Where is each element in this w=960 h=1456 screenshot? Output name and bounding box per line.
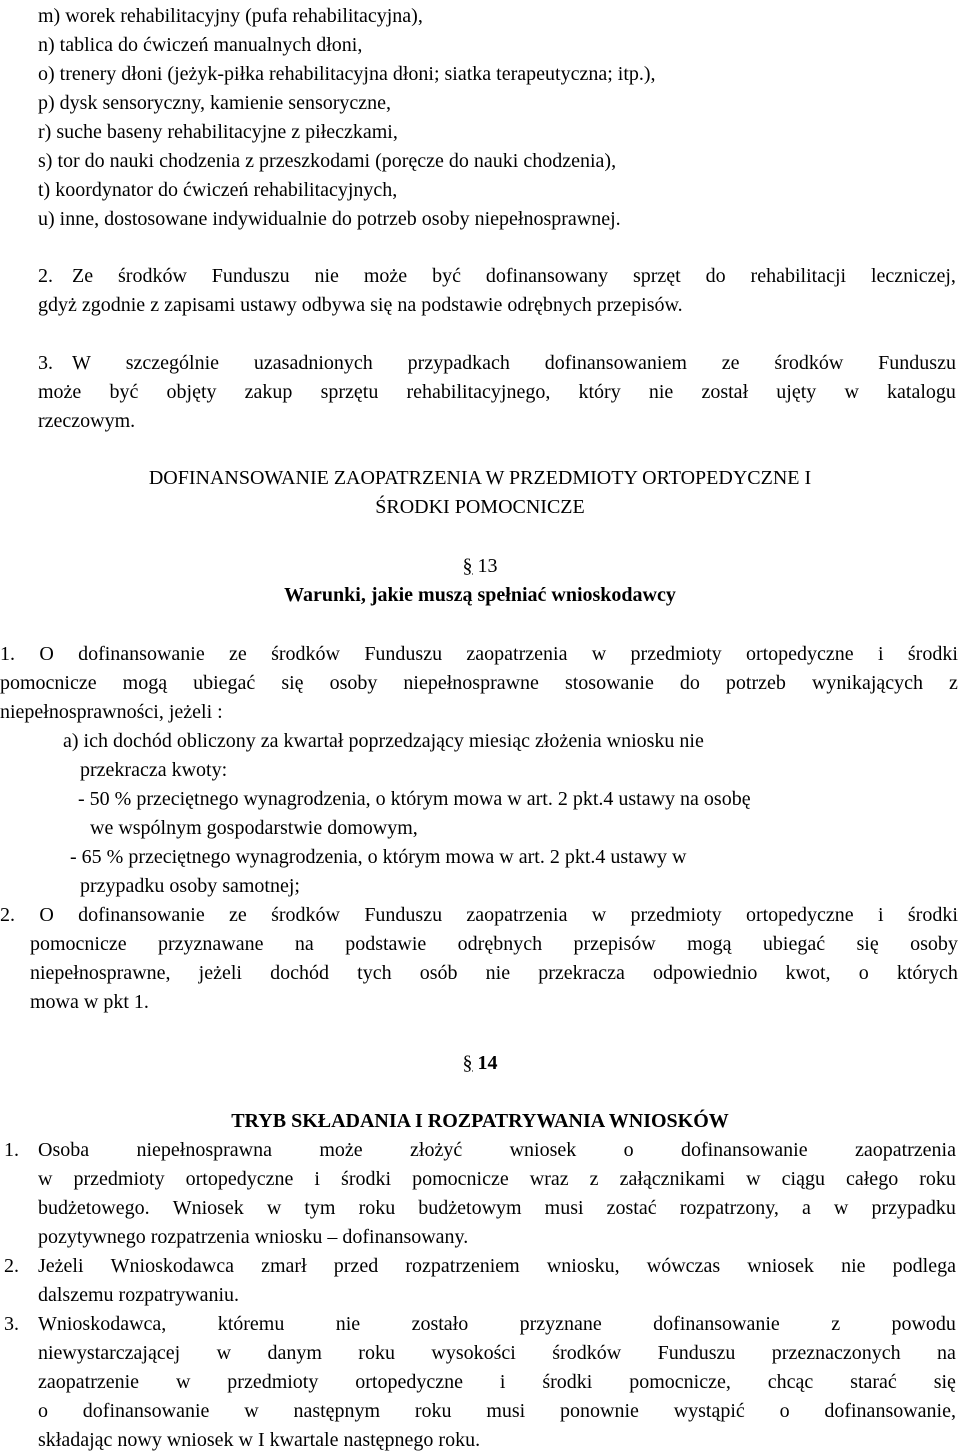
word: odrębnych: [457, 933, 543, 955]
word: ubiegać: [762, 933, 826, 955]
word: następnym: [293, 1400, 381, 1422]
word: pomocnicze: [30, 933, 127, 955]
word: 1.: [0, 643, 15, 665]
word: załącznikami: [619, 1168, 726, 1190]
word: mogą: [687, 933, 732, 955]
p14-item-2-line-2: dalszemu rozpatrywaniu.: [38, 1284, 240, 1306]
word: sprzętu: [320, 381, 379, 403]
section-heading-line-2: ŚRODKI POMOCNICZE: [375, 496, 585, 518]
p14-item-1-line-3: [38, 1194, 956, 1223]
p14-item-1-line-4: pozytywnego rozpatrzenia wniosku – dofinansowany.: [38, 1226, 469, 1248]
word: roku: [358, 1342, 395, 1364]
word: przedmioty: [630, 643, 722, 665]
word: kwot,: [785, 962, 831, 984]
word: Wnioskodawca,: [38, 1313, 167, 1335]
p13-threshold-65-line-2: przypadku osoby samotnej;: [80, 875, 300, 897]
paragraph-14-marker: [0, 1049, 960, 1078]
word: Funduszu: [878, 352, 956, 374]
word: wraz: [529, 1168, 569, 1190]
word: dofinansowaniem: [544, 352, 687, 374]
word: może: [363, 265, 408, 287]
list-item-o: o) trenery dłoni (jeżyk-piłka rehabilitacyjna dłoni; siatka terapeutyczna; itp.),: [38, 63, 656, 85]
word: uzasadnionych: [253, 352, 373, 374]
word: środków: [118, 265, 187, 287]
word: środki: [907, 904, 958, 926]
word: zaopatrzenia: [854, 1139, 956, 1161]
word: się: [933, 1371, 956, 1393]
word: całego: [846, 1168, 899, 1190]
word: ze: [229, 643, 247, 665]
word: ze: [229, 904, 247, 926]
word: mogą: [122, 672, 168, 694]
word: musi: [486, 1400, 526, 1422]
word: przekracza: [538, 962, 625, 984]
word: może: [319, 1139, 363, 1161]
word: przyznawane: [158, 933, 264, 955]
word: środków: [271, 904, 340, 926]
p13-item-2-line-3: [30, 959, 958, 988]
word: przedmioty: [73, 1168, 165, 1190]
list-item-r: r) suche baseny rehabilitacyjne z piłeczkami,: [38, 121, 398, 143]
word: roku: [919, 1168, 956, 1190]
word: ciągu: [781, 1168, 825, 1190]
word: niepełnosprawne,: [30, 962, 171, 984]
p13-threshold-65-line-1: - 65 % przeciętnego wynagrodzenia, o którym mowa w art. 2 pkt.4 ustawy w: [70, 846, 687, 868]
word: pomocnicze: [412, 1168, 509, 1190]
word: Ze: [72, 265, 94, 287]
word: być: [109, 381, 139, 403]
p13-item-1-line-1: [0, 640, 958, 669]
word: z: [831, 1313, 841, 1335]
word: ortopedyczne: [745, 904, 854, 926]
word: tych: [357, 962, 392, 984]
word: jeżeli: [198, 962, 242, 984]
p14-item-1-line-2: [38, 1165, 956, 1194]
p14-item-3-line-1: [38, 1310, 956, 1339]
word: starać: [850, 1371, 897, 1393]
paragraph-number: 13: [477, 555, 498, 577]
word: ortopedyczne: [355, 1371, 463, 1393]
word: stosowanie: [564, 672, 654, 694]
word: dofinansowanie: [680, 1139, 808, 1161]
word: został: [701, 381, 749, 403]
word: pomocnicze,: [629, 1371, 731, 1393]
paragraph-14-title: TRYB SKŁADANIA I ROZPATRYWANIA WNIOSKÓW: [231, 1110, 729, 1132]
word: w: [266, 1197, 282, 1219]
word: których: [896, 962, 958, 984]
list-item-n: n) tablica do ćwiczeń manualnych dłoni,: [38, 34, 363, 56]
word: wniosek: [509, 1139, 577, 1161]
word: środków: [552, 1342, 622, 1364]
word: złożyć: [410, 1139, 463, 1161]
word: roku: [414, 1400, 452, 1422]
word: wynikających: [811, 672, 924, 694]
p14-item-3-line-2: [38, 1339, 956, 1368]
word: na: [294, 933, 314, 955]
word: powodu: [891, 1313, 956, 1335]
word: odpowiednio: [652, 962, 758, 984]
word: dofinansowanie: [653, 1313, 780, 1335]
word: rehabilitacyjnego,: [406, 381, 551, 403]
p13-item-1-line-3: niepełnosprawności, jeżeli :: [0, 701, 223, 723]
p13-item-2-line-4: mowa w pkt 1.: [30, 991, 149, 1013]
word: szczególnie: [125, 352, 220, 374]
word: ze: [721, 352, 740, 374]
word: w: [591, 904, 607, 926]
word: Funduszu: [657, 1342, 736, 1364]
word: 2.: [0, 904, 15, 926]
word: sprzęt: [632, 265, 681, 287]
word: ortopedyczne: [185, 1168, 294, 1190]
word: ubiegać: [193, 672, 256, 694]
word: dochód: [270, 962, 329, 984]
word: przypadku: [871, 1197, 956, 1219]
word: dofinansowanie: [78, 643, 205, 665]
word: na: [937, 1342, 956, 1364]
word: dofinansowanie,: [824, 1400, 956, 1422]
word: przedmioty: [227, 1371, 319, 1393]
word: roku: [358, 1197, 396, 1219]
word: środki: [542, 1371, 593, 1393]
word: się: [281, 672, 304, 694]
word: i: [314, 1168, 320, 1190]
word: niepełnosprawne: [403, 672, 539, 694]
p14-item-2-number: 2.: [4, 1255, 19, 1277]
word: przed: [333, 1255, 379, 1277]
p13-threshold-50-line-1: - 50 % przeciętnego wynagrodzenia, o którym mowa w art. 2 pkt.4 ustawy na osobę: [78, 788, 751, 810]
word: nie: [335, 1313, 361, 1335]
word: w: [844, 381, 859, 403]
point-3-number: 3.: [38, 352, 53, 374]
word: w: [244, 1400, 259, 1422]
word: środki: [341, 1168, 392, 1190]
word: niewystarczającej: [38, 1342, 181, 1364]
word: środków: [774, 352, 844, 374]
list-item-s: s) tor do nauki chodzenia z przeszkodami (poręcze do nauki chodzenia),: [38, 150, 617, 172]
word: pomocnicze: [0, 672, 97, 694]
word: przedmioty: [630, 904, 722, 926]
list-item-t: t) koordynator do ćwiczeń rehabilitacyjnych,: [38, 179, 398, 201]
word: dofinansowanie: [82, 1400, 210, 1422]
word: w: [746, 1168, 761, 1190]
word: ponownie: [560, 1400, 639, 1422]
word: niepełnosprawna: [136, 1139, 272, 1161]
point-3-line-3: rzeczowym.: [38, 410, 136, 432]
word: przyznane: [519, 1313, 602, 1335]
word: w: [216, 1342, 232, 1364]
word: zmarł: [261, 1255, 307, 1277]
word: Funduszu: [211, 265, 290, 287]
p13-item-2-line-2: [30, 930, 958, 959]
word: katalogu: [887, 381, 956, 403]
word: leczniczej,: [870, 265, 956, 287]
word: wysokości: [431, 1342, 516, 1364]
word: danym: [267, 1342, 322, 1364]
word: Jeżeli: [38, 1255, 84, 1277]
word: chcąc: [767, 1371, 814, 1393]
word: i: [878, 643, 884, 665]
point-2-number: 2.: [38, 265, 53, 287]
word: O: [39, 904, 54, 926]
word: wniosku,: [546, 1255, 620, 1277]
word: być: [432, 265, 461, 287]
section-heading-line-1: DOFINANSOWANIE ZAOPATRZENIA W PRZEDMIOTY ORTOPEDYCZNE I: [148, 467, 812, 489]
point-3-line-2: [38, 378, 956, 407]
word: wniosek: [747, 1255, 814, 1277]
paragraph-13-title: Warunki, jakie muszą spełniać wnioskodawcy: [284, 584, 676, 606]
word: Funduszu: [364, 904, 443, 926]
point-2-line-1: [72, 262, 956, 291]
word: tym: [304, 1197, 336, 1219]
word: z: [949, 672, 958, 694]
word: i: [878, 904, 884, 926]
word: się: [856, 933, 879, 955]
word: o: [779, 1400, 790, 1422]
p14-item-3-line-3: [38, 1368, 956, 1397]
word: zostało: [411, 1313, 469, 1335]
word: zostać: [606, 1197, 657, 1219]
word: osób: [419, 962, 458, 984]
word: Wniosek: [172, 1197, 244, 1219]
word: środki: [907, 643, 958, 665]
p14-item-3-number: 3.: [4, 1313, 19, 1335]
word: dofinansowanie: [78, 904, 205, 926]
point-3-line-1: [72, 349, 956, 378]
word: przypadkach: [407, 352, 510, 374]
word: a: [801, 1197, 811, 1219]
word: do: [705, 265, 726, 287]
word: osoby: [329, 672, 378, 694]
paragraph-13-marker: [0, 552, 960, 581]
word: który: [578, 381, 621, 403]
p13-threshold-50-line-2: we wspólnym gospodarstwie domowym,: [90, 817, 418, 839]
word: w: [175, 1371, 191, 1393]
word: osoby: [910, 933, 958, 955]
word: któremu: [217, 1313, 285, 1335]
paragraph-sign: §: [462, 1052, 473, 1074]
word: budżetowym: [418, 1197, 522, 1219]
word: Funduszu: [364, 643, 443, 665]
word: O: [39, 643, 54, 665]
word: może: [38, 381, 82, 403]
word: objęty: [166, 381, 217, 403]
word: z: [589, 1168, 599, 1190]
word: dofinansowany: [485, 265, 609, 287]
word: podlega: [892, 1255, 956, 1277]
word: nie: [314, 265, 339, 287]
point-2-line-2: gdyż zgodnie z zapisami ustawy odbywa się na podstawie odrębnych przepisów.: [38, 294, 683, 316]
word: Osoba: [38, 1139, 90, 1161]
word: i: [499, 1371, 506, 1393]
p13-condition-a-line-2: przekracza kwoty:: [80, 759, 228, 781]
word: przepisów: [573, 933, 656, 955]
p13-condition-a-line-1: a) ich dochód obliczony za kwartał poprzedzający miesiąc złożenia wniosku nie: [63, 730, 704, 752]
word: rozpatrzony,: [679, 1197, 779, 1219]
word: rehabilitacji: [750, 265, 847, 287]
word: o: [38, 1400, 48, 1422]
word: w: [833, 1197, 849, 1219]
paragraph-number: 14: [477, 1052, 498, 1074]
p14-item-3-line-4: [38, 1397, 956, 1426]
word: zakup: [244, 381, 293, 403]
p14-item-3-line-5: składając nowy wniosek w I kwartale następnego roku.: [38, 1429, 481, 1451]
word: Wnioskodawca: [110, 1255, 234, 1277]
word: budżetowego.: [38, 1197, 150, 1219]
p14-item-1-number: 1.: [4, 1139, 19, 1161]
word: o: [858, 962, 869, 984]
word: zaopatrzenia: [466, 643, 568, 665]
word: w: [591, 643, 607, 665]
p14-item-1-line-1: [38, 1136, 956, 1165]
word: przeznaczonych: [771, 1342, 901, 1364]
word: o: [623, 1139, 634, 1161]
word: zaopatrzenia: [466, 904, 568, 926]
p13-item-2-line-1: [0, 901, 958, 930]
word: do: [679, 672, 700, 694]
list-item-p: p) dysk sensoryczny, kamienie sensoryczne,: [38, 92, 392, 114]
word: ortopedyczne: [745, 643, 854, 665]
word: środków: [271, 643, 340, 665]
word: nie: [485, 962, 511, 984]
word: rozpatrzeniem: [405, 1255, 520, 1277]
p14-item-2-line-1: [38, 1252, 956, 1281]
list-item-u: u) inne, dostosowane indywidualnie do potrzeb osoby niepełnosprawnej.: [38, 208, 621, 230]
word: podstawie: [345, 933, 427, 955]
word: ujęty: [776, 381, 817, 403]
word: nie: [841, 1255, 866, 1277]
word: zaopatrzenie: [38, 1371, 140, 1393]
word: W: [72, 352, 91, 374]
word: nie: [648, 381, 674, 403]
word: w: [38, 1168, 53, 1190]
word: wówczas: [646, 1255, 721, 1277]
list-item-m: m) worek rehabilitacyjny (pufa rehabilitacyjna),: [38, 5, 423, 27]
paragraph-sign: §: [462, 555, 473, 577]
word: potrzeb: [725, 672, 786, 694]
word: musi: [544, 1197, 584, 1219]
word: wystąpić: [673, 1400, 745, 1422]
p13-item-1-line-2: [0, 669, 958, 698]
